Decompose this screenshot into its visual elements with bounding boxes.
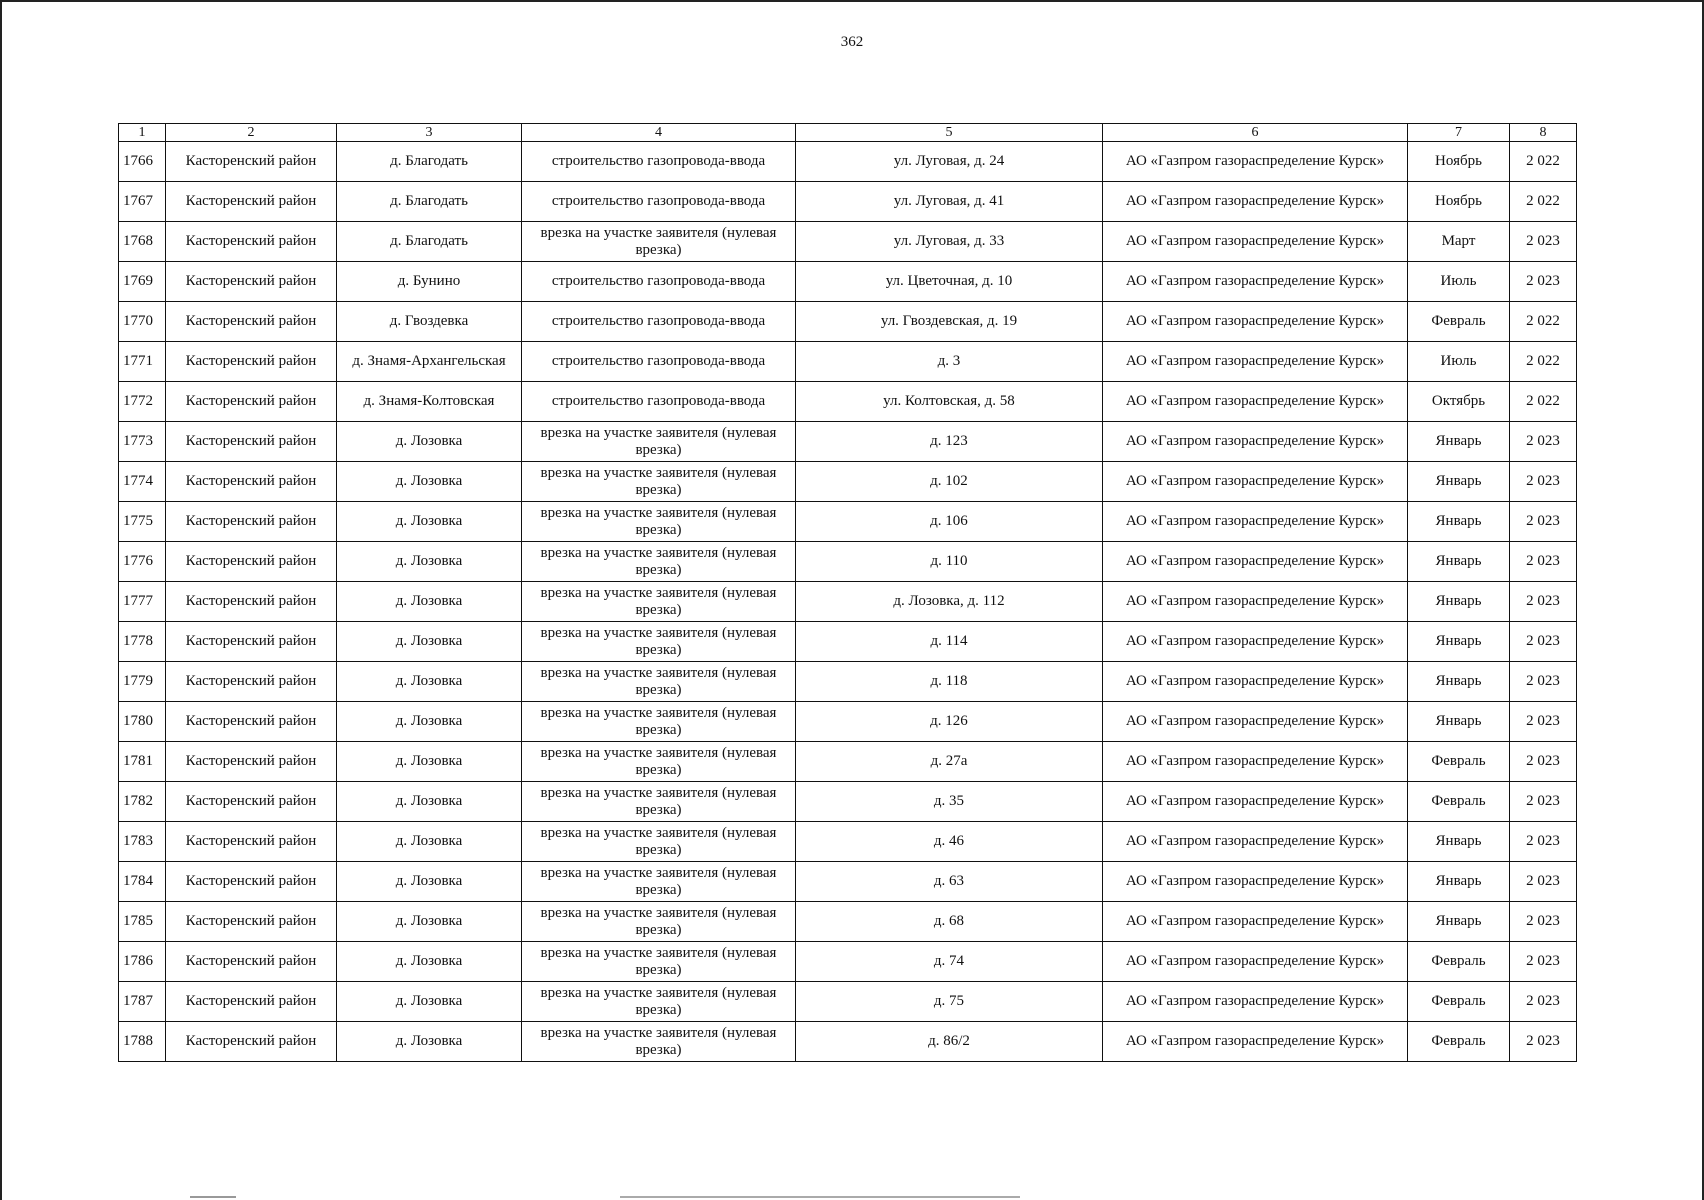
table-row bbox=[119, 222, 1577, 262]
year-cell: 2 023 bbox=[1510, 1022, 1577, 1062]
row-number-cell: 1786 bbox=[119, 942, 166, 982]
column-header: 8 bbox=[1510, 124, 1577, 142]
row-number-cell: 1772 bbox=[119, 382, 166, 422]
work-type-cell: врезка на участке заявителя (нулевая врезка) bbox=[522, 742, 796, 782]
district-cell: Касторенский район bbox=[166, 742, 337, 782]
organization-cell: АО «Газпром газораспределение Курск» bbox=[1103, 502, 1408, 542]
address-cell: ул. Колтовская, д. 58 bbox=[796, 382, 1103, 422]
address-cell: ул. Луговая, д. 41 bbox=[796, 182, 1103, 222]
table-row bbox=[119, 662, 1577, 702]
district-cell: Касторенский район bbox=[166, 342, 337, 382]
month-cell: Январь bbox=[1408, 542, 1510, 582]
work-type-cell: строительство газопровода-ввода bbox=[522, 382, 796, 422]
address-cell: д. 63 bbox=[796, 862, 1103, 902]
settlement-cell: д. Лозовка bbox=[337, 1022, 522, 1062]
row-number-cell: 1771 bbox=[119, 342, 166, 382]
district-cell: Касторенский район bbox=[166, 1022, 337, 1062]
row-number-cell: 1776 bbox=[119, 542, 166, 582]
address-cell: д. 35 bbox=[796, 782, 1103, 822]
year-cell: 2 023 bbox=[1510, 462, 1577, 502]
month-cell: Февраль bbox=[1408, 1022, 1510, 1062]
address-cell: ул. Гвоздевская, д. 19 bbox=[796, 302, 1103, 342]
address-cell: д. 74 bbox=[796, 942, 1103, 982]
month-cell: Февраль bbox=[1408, 302, 1510, 342]
year-cell: 2 023 bbox=[1510, 902, 1577, 942]
table-row bbox=[119, 822, 1577, 862]
table-row bbox=[119, 982, 1577, 1022]
organization-cell: АО «Газпром газораспределение Курск» bbox=[1103, 902, 1408, 942]
settlement-cell: д. Лозовка bbox=[337, 782, 522, 822]
year-cell: 2 023 bbox=[1510, 582, 1577, 622]
settlement-cell: д. Лозовка bbox=[337, 462, 522, 502]
row-number-cell: 1787 bbox=[119, 982, 166, 1022]
district-cell: Касторенский район bbox=[166, 942, 337, 982]
work-type-cell: строительство газопровода-ввода bbox=[522, 182, 796, 222]
work-type-cell: врезка на участке заявителя (нулевая врезка) bbox=[522, 902, 796, 942]
organization-cell: АО «Газпром газораспределение Курск» bbox=[1103, 1022, 1408, 1062]
row-number-cell: 1775 bbox=[119, 502, 166, 542]
month-cell: Январь bbox=[1408, 822, 1510, 862]
column-header: 1 bbox=[119, 124, 166, 142]
column-header: 2 bbox=[166, 124, 337, 142]
row-number-cell: 1773 bbox=[119, 422, 166, 462]
column-header: 3 bbox=[337, 124, 522, 142]
organization-cell: АО «Газпром газораспределение Курск» bbox=[1103, 942, 1408, 982]
settlement-cell: д. Лозовка bbox=[337, 422, 522, 462]
month-cell: Январь bbox=[1408, 422, 1510, 462]
settlement-cell: д. Лозовка bbox=[337, 862, 522, 902]
month-cell: Февраль bbox=[1408, 982, 1510, 1022]
month-cell: Январь bbox=[1408, 662, 1510, 702]
scan-footer-marks bbox=[0, 1196, 1704, 1200]
settlement-cell: д. Благодать bbox=[337, 222, 522, 262]
year-cell: 2 023 bbox=[1510, 662, 1577, 702]
address-cell: д. 46 bbox=[796, 822, 1103, 862]
month-cell: Январь bbox=[1408, 582, 1510, 622]
settlement-cell: д. Знамя-Колтовская bbox=[337, 382, 522, 422]
settlement-cell: д. Лозовка bbox=[337, 542, 522, 582]
district-cell: Касторенский район bbox=[166, 422, 337, 462]
scan-border-top bbox=[0, 0, 1704, 2]
settlement-cell: д. Лозовка bbox=[337, 942, 522, 982]
organization-cell: АО «Газпром газораспределение Курск» bbox=[1103, 142, 1408, 182]
address-cell: д. 27а bbox=[796, 742, 1103, 782]
district-cell: Касторенский район bbox=[166, 782, 337, 822]
work-type-cell: врезка на участке заявителя (нулевая врезка) bbox=[522, 502, 796, 542]
address-cell: ул. Луговая, д. 33 bbox=[796, 222, 1103, 262]
address-cell: д. 75 bbox=[796, 982, 1103, 1022]
row-number-cell: 1783 bbox=[119, 822, 166, 862]
table-row bbox=[119, 342, 1577, 382]
district-cell: Касторенский район bbox=[166, 462, 337, 502]
district-cell: Касторенский район bbox=[166, 142, 337, 182]
row-number-cell: 1780 bbox=[119, 702, 166, 742]
month-cell: Март bbox=[1408, 222, 1510, 262]
address-cell: д. 118 bbox=[796, 662, 1103, 702]
table-row bbox=[119, 462, 1577, 502]
row-number-cell: 1785 bbox=[119, 902, 166, 942]
month-cell: Февраль bbox=[1408, 742, 1510, 782]
scan-artifact bbox=[190, 1196, 236, 1198]
table-row bbox=[119, 702, 1577, 742]
address-cell: д. 110 bbox=[796, 542, 1103, 582]
address-cell: ул. Луговая, д. 24 bbox=[796, 142, 1103, 182]
month-cell: Октябрь bbox=[1408, 382, 1510, 422]
row-number-cell: 1766 bbox=[119, 142, 166, 182]
settlement-cell: д. Лозовка bbox=[337, 502, 522, 542]
year-cell: 2 023 bbox=[1510, 822, 1577, 862]
district-cell: Касторенский район bbox=[166, 582, 337, 622]
address-cell: ул. Цветочная, д. 10 bbox=[796, 262, 1103, 302]
district-cell: Касторенский район bbox=[166, 262, 337, 302]
address-cell: д. 102 bbox=[796, 462, 1103, 502]
work-type-cell: врезка на участке заявителя (нулевая врезка) bbox=[522, 942, 796, 982]
address-cell: д. 126 bbox=[796, 702, 1103, 742]
year-cell: 2 023 bbox=[1510, 702, 1577, 742]
month-cell: Январь bbox=[1408, 902, 1510, 942]
settlement-cell: д. Лозовка bbox=[337, 742, 522, 782]
address-cell: д. 68 bbox=[796, 902, 1103, 942]
settlement-cell: д. Благодать bbox=[337, 182, 522, 222]
settlement-cell: д. Гвоздевка bbox=[337, 302, 522, 342]
year-cell: 2 023 bbox=[1510, 742, 1577, 782]
table-row bbox=[119, 582, 1577, 622]
month-cell: Январь bbox=[1408, 862, 1510, 902]
year-cell: 2 022 bbox=[1510, 342, 1577, 382]
work-type-cell: врезка на участке заявителя (нулевая врезка) bbox=[522, 622, 796, 662]
table-row bbox=[119, 902, 1577, 942]
table-row bbox=[119, 382, 1577, 422]
row-number-cell: 1768 bbox=[119, 222, 166, 262]
page-number: 362 bbox=[840, 34, 864, 50]
row-number-cell: 1779 bbox=[119, 662, 166, 702]
district-cell: Касторенский район bbox=[166, 982, 337, 1022]
year-cell: 2 023 bbox=[1510, 222, 1577, 262]
table-row bbox=[119, 1022, 1577, 1062]
month-cell: Ноябрь bbox=[1408, 182, 1510, 222]
organization-cell: АО «Газпром газораспределение Курск» bbox=[1103, 782, 1408, 822]
row-number-cell: 1769 bbox=[119, 262, 166, 302]
month-cell: Ноябрь bbox=[1408, 142, 1510, 182]
work-type-cell: врезка на участке заявителя (нулевая врезка) bbox=[522, 862, 796, 902]
row-number-cell: 1781 bbox=[119, 742, 166, 782]
organization-cell: АО «Газпром газораспределение Курск» bbox=[1103, 822, 1408, 862]
address-cell: д. 114 bbox=[796, 622, 1103, 662]
organization-cell: АО «Газпром газораспределение Курск» bbox=[1103, 742, 1408, 782]
row-number-cell: 1774 bbox=[119, 462, 166, 502]
work-type-cell: врезка на участке заявителя (нулевая врезка) bbox=[522, 662, 796, 702]
table-row bbox=[119, 782, 1577, 822]
work-type-cell: врезка на участке заявителя (нулевая врезка) bbox=[522, 782, 796, 822]
organization-cell: АО «Газпром газораспределение Курск» bbox=[1103, 222, 1408, 262]
address-cell: д. 86/2 bbox=[796, 1022, 1103, 1062]
year-cell: 2 023 bbox=[1510, 422, 1577, 462]
scan-artifact bbox=[620, 1196, 1020, 1198]
work-type-cell: врезка на участке заявителя (нулевая врезка) bbox=[522, 1022, 796, 1062]
work-type-cell: врезка на участке заявителя (нулевая врезка) bbox=[522, 702, 796, 742]
organization-cell: АО «Газпром газораспределение Курск» bbox=[1103, 302, 1408, 342]
district-cell: Касторенский район bbox=[166, 822, 337, 862]
row-number-cell: 1770 bbox=[119, 302, 166, 342]
settlement-cell: д. Лозовка bbox=[337, 902, 522, 942]
year-cell: 2 023 bbox=[1510, 622, 1577, 662]
row-number-cell: 1778 bbox=[119, 622, 166, 662]
table-row bbox=[119, 422, 1577, 462]
work-type-cell: врезка на участке заявителя (нулевая врезка) bbox=[522, 822, 796, 862]
work-type-cell: врезка на участке заявителя (нулевая врезка) bbox=[522, 422, 796, 462]
organization-cell: АО «Газпром газораспределение Курск» bbox=[1103, 262, 1408, 302]
month-cell: Январь bbox=[1408, 702, 1510, 742]
settlement-cell: д. Лозовка bbox=[337, 582, 522, 622]
column-header: 5 bbox=[796, 124, 1103, 142]
address-cell: д. 106 bbox=[796, 502, 1103, 542]
month-cell: Февраль bbox=[1408, 942, 1510, 982]
work-type-cell: врезка на участке заявителя (нулевая врезка) bbox=[522, 582, 796, 622]
work-type-cell: строительство газопровода-ввода bbox=[522, 302, 796, 342]
table-row bbox=[119, 262, 1577, 302]
organization-cell: АО «Газпром газораспределение Курск» bbox=[1103, 702, 1408, 742]
work-type-cell: врезка на участке заявителя (нулевая врезка) bbox=[522, 982, 796, 1022]
column-header: 7 bbox=[1408, 124, 1510, 142]
table-row bbox=[119, 742, 1577, 782]
organization-cell: АО «Газпром газораспределение Курск» bbox=[1103, 422, 1408, 462]
year-cell: 2 023 bbox=[1510, 262, 1577, 302]
settlement-cell: д. Благодать bbox=[337, 142, 522, 182]
organization-cell: АО «Газпром газораспределение Курск» bbox=[1103, 662, 1408, 702]
settlement-cell: д. Лозовка bbox=[337, 822, 522, 862]
year-cell: 2 022 bbox=[1510, 142, 1577, 182]
work-type-cell: строительство газопровода-ввода bbox=[522, 342, 796, 382]
year-cell: 2 022 bbox=[1510, 382, 1577, 422]
year-cell: 2 022 bbox=[1510, 302, 1577, 342]
organization-cell: АО «Газпром газораспределение Курск» bbox=[1103, 982, 1408, 1022]
district-cell: Касторенский район bbox=[166, 662, 337, 702]
row-number-cell: 1784 bbox=[119, 862, 166, 902]
work-type-cell: врезка на участке заявителя (нулевая врезка) bbox=[522, 542, 796, 582]
row-number-cell: 1767 bbox=[119, 182, 166, 222]
month-cell: Январь bbox=[1408, 622, 1510, 662]
row-number-cell: 1782 bbox=[119, 782, 166, 822]
district-cell: Касторенский район bbox=[166, 302, 337, 342]
table-row bbox=[119, 942, 1577, 982]
table-row bbox=[119, 142, 1577, 182]
month-cell: Январь bbox=[1408, 502, 1510, 542]
district-cell: Касторенский район bbox=[166, 502, 337, 542]
address-cell: д. 123 bbox=[796, 422, 1103, 462]
district-cell: Касторенский район bbox=[166, 382, 337, 422]
district-cell: Касторенский район bbox=[166, 222, 337, 262]
work-type-cell: врезка на участке заявителя (нулевая врезка) bbox=[522, 462, 796, 502]
year-cell: 2 023 bbox=[1510, 982, 1577, 1022]
address-cell: д. Лозовка, д. 112 bbox=[796, 582, 1103, 622]
table-row bbox=[119, 862, 1577, 902]
settlement-cell: д. Бунино bbox=[337, 262, 522, 302]
month-cell: Январь bbox=[1408, 462, 1510, 502]
organization-cell: АО «Газпром газораспределение Курск» bbox=[1103, 622, 1408, 662]
district-cell: Касторенский район bbox=[166, 702, 337, 742]
column-number-row bbox=[119, 124, 1577, 142]
year-cell: 2 023 bbox=[1510, 502, 1577, 542]
settlement-cell: д. Знамя-Архангельская bbox=[337, 342, 522, 382]
organization-cell: АО «Газпром газораспределение Курск» bbox=[1103, 462, 1408, 502]
work-type-cell: строительство газопровода-ввода bbox=[522, 262, 796, 302]
district-cell: Касторенский район bbox=[166, 902, 337, 942]
work-type-cell: строительство газопровода-ввода bbox=[522, 142, 796, 182]
district-cell: Касторенский район bbox=[166, 862, 337, 902]
settlement-cell: д. Лозовка bbox=[337, 982, 522, 1022]
organization-cell: АО «Газпром газораспределение Курск» bbox=[1103, 862, 1408, 902]
column-header: 4 bbox=[522, 124, 796, 142]
organization-cell: АО «Газпром газораспределение Курск» bbox=[1103, 382, 1408, 422]
organization-cell: АО «Газпром газораспределение Курск» bbox=[1103, 182, 1408, 222]
organization-cell: АО «Газпром газораспределение Курск» bbox=[1103, 542, 1408, 582]
year-cell: 2 022 bbox=[1510, 182, 1577, 222]
month-cell: Июль bbox=[1408, 262, 1510, 302]
settlement-cell: д. Лозовка bbox=[337, 702, 522, 742]
table-row bbox=[119, 502, 1577, 542]
year-cell: 2 023 bbox=[1510, 782, 1577, 822]
month-cell: Февраль bbox=[1408, 782, 1510, 822]
settlement-cell: д. Лозовка bbox=[337, 622, 522, 662]
row-number-cell: 1788 bbox=[119, 1022, 166, 1062]
scan-border-left bbox=[0, 0, 2, 1200]
work-type-cell: врезка на участке заявителя (нулевая врезка) bbox=[522, 222, 796, 262]
table-row bbox=[119, 622, 1577, 662]
address-cell: д. 3 bbox=[796, 342, 1103, 382]
table-row bbox=[119, 182, 1577, 222]
district-cell: Касторенский район bbox=[166, 542, 337, 582]
organization-cell: АО «Газпром газораспределение Курск» bbox=[1103, 342, 1408, 382]
table-row bbox=[119, 542, 1577, 582]
year-cell: 2 023 bbox=[1510, 942, 1577, 982]
gasification-schedule-table bbox=[118, 123, 1577, 1062]
organization-cell: АО «Газпром газораспределение Курск» bbox=[1103, 582, 1408, 622]
table-body bbox=[119, 142, 1577, 1062]
settlement-cell: д. Лозовка bbox=[337, 662, 522, 702]
district-cell: Касторенский район bbox=[166, 182, 337, 222]
row-number-cell: 1777 bbox=[119, 582, 166, 622]
table-row bbox=[119, 302, 1577, 342]
district-cell: Касторенский район bbox=[166, 622, 337, 662]
year-cell: 2 023 bbox=[1510, 542, 1577, 582]
month-cell: Июль bbox=[1408, 342, 1510, 382]
column-header: 6 bbox=[1103, 124, 1408, 142]
year-cell: 2 023 bbox=[1510, 862, 1577, 902]
